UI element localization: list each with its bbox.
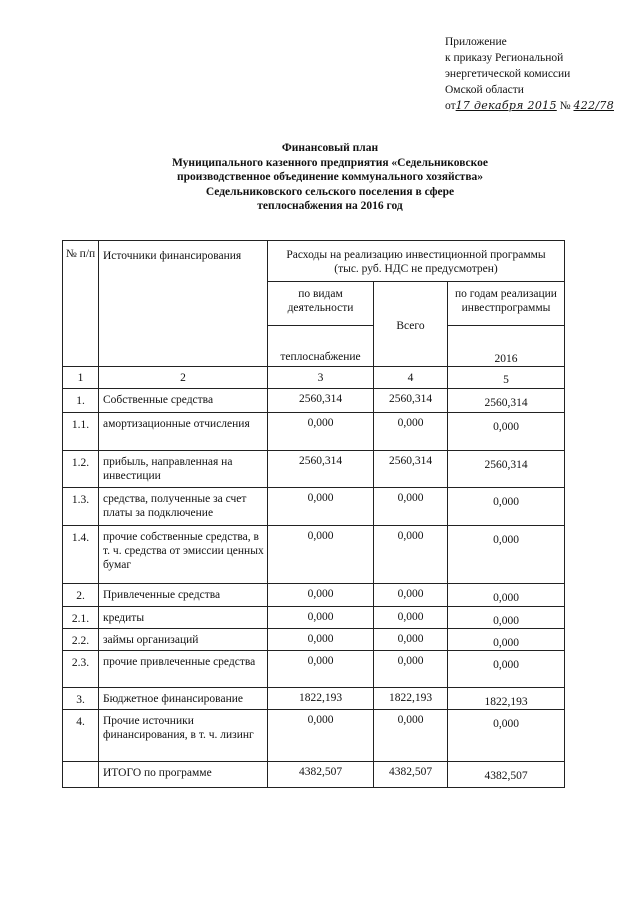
row-num bbox=[63, 762, 99, 788]
table-row bbox=[63, 688, 565, 710]
col-number-4: 4 bbox=[374, 367, 448, 389]
table-row bbox=[63, 651, 565, 688]
row-year-value: 0,000 bbox=[448, 651, 565, 688]
header-total: Всего bbox=[374, 282, 448, 367]
row-activity-value: 2560,314 bbox=[268, 389, 374, 413]
row-source: ИТОГО по программе bbox=[99, 762, 268, 788]
row-year-value: 1822,193 bbox=[448, 688, 565, 710]
row-source: средства, полученные за счет платы за подключение bbox=[99, 488, 268, 526]
col-number-5: 5 bbox=[448, 367, 565, 389]
document-title bbox=[120, 141, 540, 214]
row-total-value: 0,000 bbox=[374, 413, 448, 451]
row-activity-value: 2560,314 bbox=[268, 451, 374, 488]
row-activity-value: 0,000 bbox=[268, 651, 374, 688]
appendix-line-3: энергетической комиссии bbox=[445, 68, 571, 80]
table-row bbox=[63, 526, 565, 584]
row-year-value: 0,000 bbox=[448, 488, 565, 526]
row-year-value: 2560,314 bbox=[448, 451, 565, 488]
row-activity-value: 4382,507 bbox=[268, 762, 374, 788]
table-row bbox=[63, 488, 565, 526]
header-num: № п/п bbox=[63, 241, 99, 367]
row-source: прибыль, направленная на инвестиции bbox=[99, 451, 268, 488]
row-activity-value: 0,000 bbox=[268, 413, 374, 451]
row-source: прочие собственные средства, в т. ч. средства от эмиссии ценных бумаг bbox=[99, 526, 268, 584]
row-source: Собственные средства bbox=[99, 389, 268, 413]
title-line-2: Муниципального казенного предприятия «Седельниковское bbox=[171, 156, 488, 169]
row-activity-value: 1822,193 bbox=[268, 688, 374, 710]
header-year: 2016 bbox=[448, 326, 565, 367]
row-num: 2. bbox=[63, 584, 99, 607]
row-activity-value: 0,000 bbox=[268, 710, 374, 762]
row-num: 2.2. bbox=[63, 629, 99, 651]
row-source: Привлеченные средства bbox=[99, 584, 268, 607]
row-num: 4. bbox=[63, 710, 99, 762]
row-source: Бюджетное финансирование bbox=[99, 688, 268, 710]
row-total-value: 0,000 bbox=[374, 488, 448, 526]
row-source: Прочие источники финансирования, в т. ч. лизинг bbox=[99, 710, 268, 762]
col-number-1: 1 bbox=[63, 367, 99, 389]
table-row bbox=[63, 451, 565, 488]
row-year-value: 0,000 bbox=[448, 710, 565, 762]
title-line-5: теплоснабжения на 2016 год bbox=[257, 200, 403, 212]
row-year-value: 4382,507 bbox=[448, 762, 565, 788]
table-row bbox=[63, 584, 565, 607]
table-row bbox=[63, 607, 565, 629]
title-line-3: производственное объединение коммунального хозяйства» bbox=[176, 171, 484, 183]
row-num: 3. bbox=[63, 688, 99, 710]
row-source: кредиты bbox=[99, 607, 268, 629]
row-num: 1.1. bbox=[63, 413, 99, 451]
financial-plan-table bbox=[62, 240, 565, 788]
row-year-value: 0,000 bbox=[448, 607, 565, 629]
row-num: 2.1. bbox=[63, 607, 99, 629]
header-by-activity: по видам деятельности bbox=[268, 282, 374, 326]
appendix-block bbox=[445, 34, 614, 114]
row-num: 1.4. bbox=[63, 526, 99, 584]
row-num: 1.3. bbox=[63, 488, 99, 526]
row-num: 1. bbox=[63, 389, 99, 413]
number-prefix: № bbox=[559, 100, 571, 112]
row-activity-value: 0,000 bbox=[268, 584, 374, 607]
appendix-line-4: Омской области bbox=[445, 84, 524, 96]
number-handwritten: 422/78 bbox=[573, 99, 614, 112]
table-row bbox=[63, 413, 565, 451]
appendix-line-1: Приложение bbox=[445, 36, 507, 48]
row-activity-value: 0,000 bbox=[268, 526, 374, 584]
row-total-value: 0,000 bbox=[374, 526, 448, 584]
row-year-value: 0,000 bbox=[448, 413, 565, 451]
title-line-4: Седельниковского сельского поселения в сфере bbox=[205, 185, 455, 198]
header-source: Источники финансирования bbox=[99, 241, 268, 367]
row-activity-value: 0,000 bbox=[268, 629, 374, 651]
header-activity-heat: теплоснабжение bbox=[268, 326, 374, 367]
row-total-value: 0,000 bbox=[374, 651, 448, 688]
header-by-years: по годам реализации инвестпрограммы bbox=[448, 282, 565, 326]
row-year-value: 2560,314 bbox=[448, 389, 565, 413]
row-total-value: 0,000 bbox=[374, 584, 448, 607]
date-handwritten: 17 декабря 2015 bbox=[455, 99, 557, 112]
row-activity-value: 0,000 bbox=[268, 488, 374, 526]
row-total-value: 2560,314 bbox=[374, 451, 448, 488]
table-row bbox=[63, 629, 565, 651]
appendix-date-line bbox=[445, 98, 614, 114]
row-total-value: 0,000 bbox=[374, 629, 448, 651]
row-num: 2.3. bbox=[63, 651, 99, 688]
row-source: амортизационные отчисления bbox=[99, 413, 268, 451]
table-row bbox=[63, 762, 565, 788]
row-source: прочие привлеченные средства bbox=[99, 651, 268, 688]
row-activity-value: 0,000 bbox=[268, 607, 374, 629]
row-total-value: 0,000 bbox=[374, 607, 448, 629]
row-year-value: 0,000 bbox=[448, 629, 565, 651]
header-expenses: Расходы на реализацию инвестиционной программы (тыс. руб. НДС не предусмотрен) bbox=[268, 241, 565, 282]
row-total-value: 0,000 bbox=[374, 710, 448, 762]
row-total-value: 4382,507 bbox=[374, 762, 448, 788]
row-total-value: 2560,314 bbox=[374, 389, 448, 413]
row-source: займы организаций bbox=[99, 629, 268, 651]
table-row bbox=[63, 389, 565, 413]
row-year-value: 0,000 bbox=[448, 526, 565, 584]
date-prefix: от bbox=[445, 100, 456, 112]
table-row bbox=[63, 710, 565, 762]
col-number-3: 3 bbox=[268, 367, 374, 389]
appendix-line-2: к приказу Региональной bbox=[445, 52, 564, 64]
row-year-value: 0,000 bbox=[448, 584, 565, 607]
row-total-value: 1822,193 bbox=[374, 688, 448, 710]
title-line-1: Финансовый план bbox=[281, 142, 379, 154]
col-number-2: 2 bbox=[99, 367, 268, 389]
row-num: 1.2. bbox=[63, 451, 99, 488]
